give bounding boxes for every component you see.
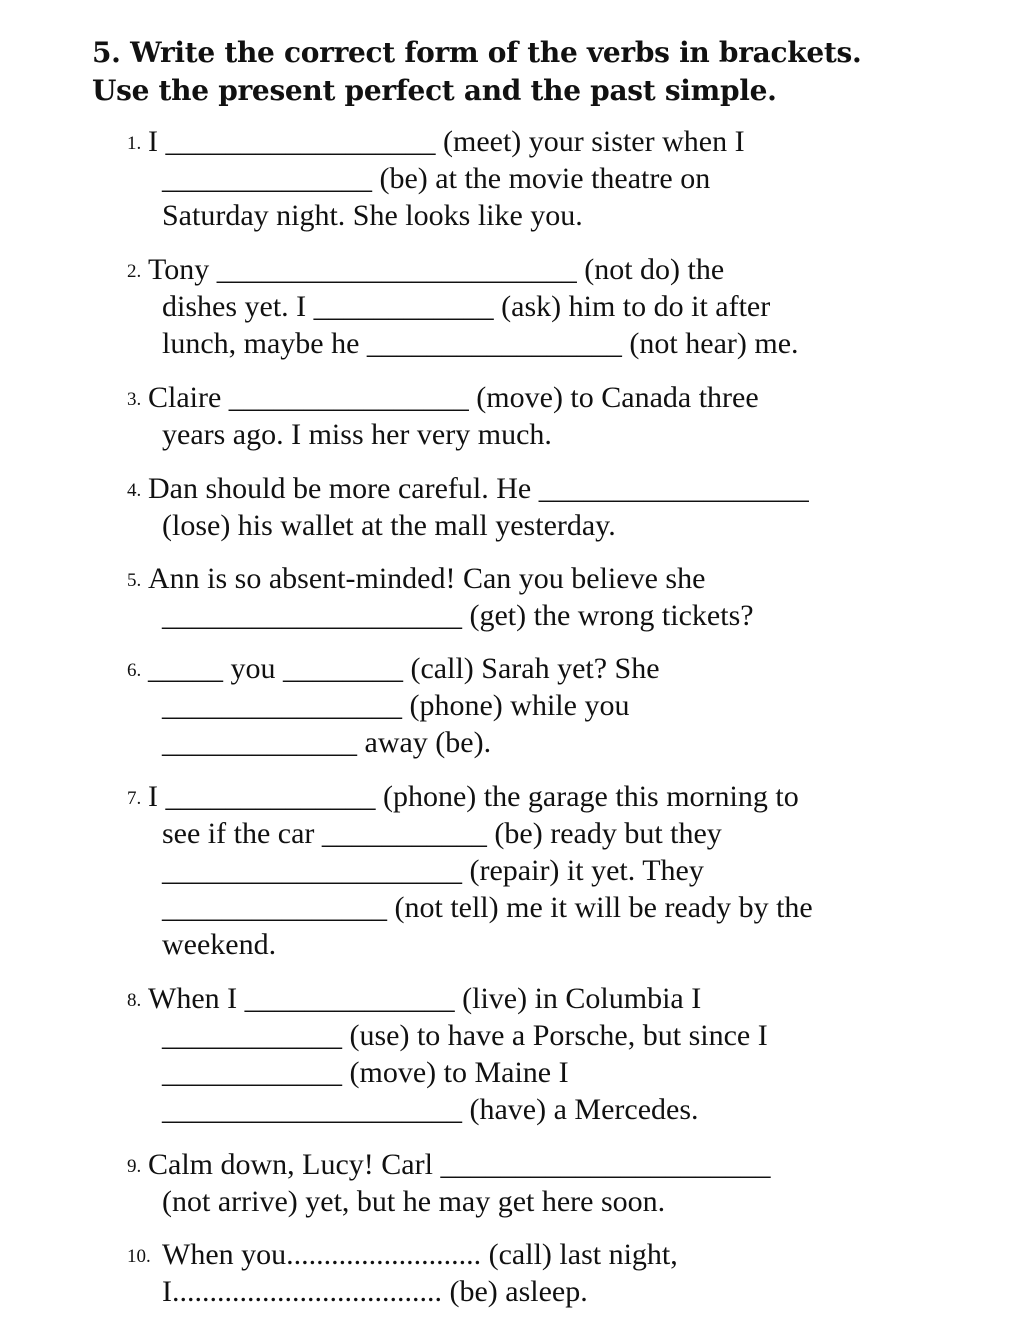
exercise-line: dishes yet. I ____________ (ask) him to do it after — [162, 290, 771, 323]
exercise-line: When you.......................... (call) last night, — [162, 1238, 678, 1271]
exercise-line: I.................................... (be) asleep. — [162, 1275, 588, 1308]
exercise-number: 2. — [127, 261, 142, 282]
heading-line-1: 5. Write the correct form of the verbs in brackets. — [92, 36, 862, 69]
exercise-line: Dan should be more careful. He __________________ — [148, 472, 809, 505]
exercise-heading — [92, 34, 992, 110]
exercise-number: 4. — [127, 480, 142, 501]
exercise-line: see if the car ___________ (be) ready but they — [162, 817, 722, 850]
exercise-line: Ann is so absent-minded! Can you believe she — [148, 562, 706, 595]
exercise-line: _______________ (not tell) me it will be ready by the — [162, 891, 813, 924]
exercise-line: Claire ________________ (move) to Canada three — [148, 381, 759, 414]
exercise-line: (not arrive) yet, but he may get here soon. — [162, 1185, 666, 1218]
exercise-line: ____________________ (repair) it yet. They — [162, 854, 704, 887]
exercise-line: _____ you ________ (call) Sarah yet? She — [148, 652, 660, 685]
exercise-line: (lose) his wallet at the mall yesterday. — [162, 509, 616, 542]
exercise-number: 3. — [127, 389, 142, 410]
exercise-line: I __________________ (meet) your sister when I — [148, 125, 745, 158]
exercise-number: 9. — [127, 1156, 142, 1177]
exercise-line: Saturday night. She looks like you. — [162, 199, 583, 232]
exercise-line: ______________ (be) at the movie theatre on — [162, 162, 711, 195]
exercise-line: When I ______________ (live) in Columbia I — [148, 982, 702, 1015]
exercise-line: I ______________ (phone) the garage this morning to — [148, 780, 799, 813]
exercise-line: ________________ (phone) while you — [162, 689, 630, 722]
exercise-line: Calm down, Lucy! Carl ______________________ — [148, 1148, 771, 1181]
exercise-number: 8. — [127, 990, 142, 1011]
exercise-line: years ago. I miss her very much. — [162, 418, 552, 451]
exercise-number: 10. — [127, 1246, 151, 1267]
exercise-line: ____________ (move) to Maine I — [162, 1056, 569, 1089]
exercise-number: 5. — [127, 570, 142, 591]
exercise-number: 7. — [127, 788, 142, 809]
exercise-line: ____________________ (have) a Mercedes. — [162, 1093, 699, 1126]
exercise-line: _____________ away (be). — [162, 726, 492, 759]
exercise-line: lunch, maybe he _________________ (not hear) me. — [162, 327, 799, 360]
heading-line-2: Use the present perfect and the past simple. — [92, 74, 777, 107]
exercise-line: ____________ (use) to have a Porsche, but since I — [162, 1019, 768, 1052]
exercise-line: ____________________ (get) the wrong tickets? — [162, 599, 754, 632]
exercise-line: Tony ________________________ (not do) the — [148, 253, 725, 286]
exercise-number: 6. — [127, 660, 142, 681]
exercise-number: 1. — [127, 133, 142, 154]
exercise-line: weekend. — [162, 928, 277, 961]
